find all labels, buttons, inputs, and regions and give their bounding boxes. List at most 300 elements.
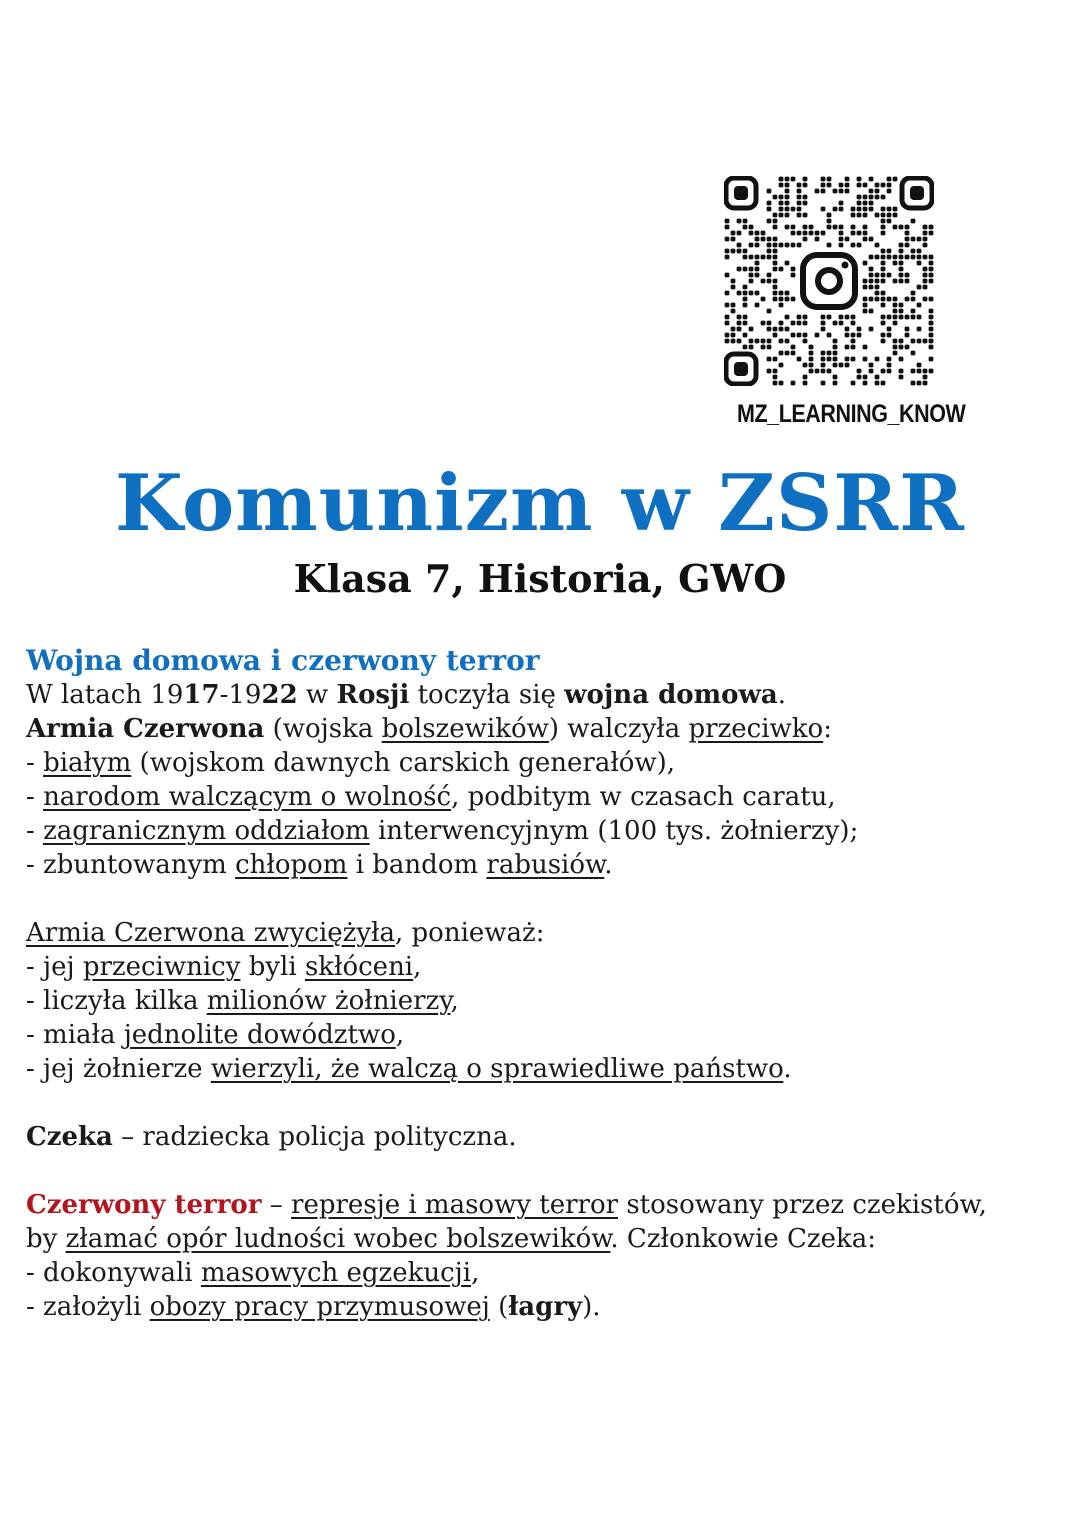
qr-module: [803, 339, 808, 344]
qr-module: [791, 207, 796, 212]
qr-module: [839, 183, 844, 188]
qr-module: [869, 279, 874, 284]
qr-module: [875, 285, 880, 290]
qr-module: [749, 327, 754, 332]
qr-module: [845, 177, 850, 182]
qr-module: [809, 351, 814, 356]
qr-module: [773, 381, 778, 386]
qr-module: [863, 345, 868, 350]
qr-module: [851, 345, 856, 350]
qr-module: [881, 183, 886, 188]
qr-module: [905, 297, 910, 302]
qr-finder-bottom-left: [726, 354, 756, 384]
qr-module: [791, 333, 796, 338]
qr-module: [917, 237, 922, 242]
qr-module: [881, 297, 886, 302]
spacer: [26, 882, 1066, 916]
qr-module: [863, 285, 868, 290]
qr-module: [779, 327, 784, 332]
qr-module: [911, 297, 916, 302]
qr-module: [839, 225, 844, 230]
qr-module: [797, 213, 802, 218]
qr-module: [833, 375, 838, 380]
list-item: - zagranicznym oddziałom interwencyjnym (100 tys. żołnierzy);: [26, 816, 859, 846]
qr-module: [773, 297, 778, 302]
qr-module: [785, 201, 790, 206]
page-title: Komunizm w ZSRR: [115, 458, 965, 549]
qr-module: [773, 261, 778, 266]
qr-module: [785, 189, 790, 194]
list-item: - miała jednolite dowództwo,: [26, 1020, 405, 1050]
qr-module: [821, 315, 826, 320]
qr-module: [773, 219, 778, 224]
qr-module: [737, 219, 742, 224]
qr-module: [905, 273, 910, 278]
qr-module: [821, 207, 826, 212]
qr-module: [917, 249, 922, 254]
qr-module: [731, 237, 736, 242]
qr-module: [827, 369, 832, 374]
qr-module: [881, 213, 886, 218]
qr-module: [899, 339, 904, 344]
qr-module: [791, 381, 796, 386]
qr-module: [809, 225, 814, 230]
qr-module: [791, 345, 796, 350]
qr-module: [725, 255, 730, 260]
qr-module: [821, 357, 826, 362]
qr-module: [749, 279, 754, 284]
qr-module: [851, 339, 856, 344]
qr-module: [875, 357, 880, 362]
qr-module: [923, 255, 928, 260]
qr-module: [767, 345, 772, 350]
qr-module: [767, 207, 772, 212]
list-item: - liczyła kilka milionów żołnierzy,: [26, 986, 459, 1016]
qr-module: [905, 315, 910, 320]
qr-module: [875, 189, 880, 194]
qr-module: [779, 297, 784, 302]
qr-module: [863, 303, 868, 308]
qr-module: [743, 291, 748, 296]
qr-module: [833, 363, 838, 368]
qr-module: [911, 219, 916, 224]
qr-module: [881, 333, 886, 338]
qr-module: [785, 243, 790, 248]
qr-module: [881, 321, 886, 326]
qr-module: [911, 339, 916, 344]
qr-module: [779, 291, 784, 296]
qr-module: [917, 261, 922, 266]
qr-module: [863, 357, 868, 362]
qr-module: [845, 357, 850, 362]
qr-module: [743, 225, 748, 230]
qr-module: [857, 333, 862, 338]
qr-module: [779, 363, 784, 368]
qr-module: [767, 279, 772, 284]
qr-module: [893, 279, 898, 284]
qr-module: [869, 195, 874, 200]
qr-module: [821, 381, 826, 386]
qr-module: [875, 255, 880, 260]
qr-module: [917, 369, 922, 374]
qr-module: [875, 381, 880, 386]
qr-module: [857, 375, 862, 380]
qr-module: [773, 279, 778, 284]
qr-module: [845, 333, 850, 338]
qr-module: [743, 267, 748, 272]
qr-module: [863, 201, 868, 206]
qr-module: [791, 297, 796, 302]
qr-module: [827, 183, 832, 188]
qr-module: [851, 231, 856, 236]
qr-module: [761, 345, 766, 350]
qr-module: [791, 267, 796, 272]
qr-module: [929, 279, 934, 284]
qr-module: [791, 321, 796, 326]
text-line: by złamać opór ludności wobec bolszewików. Członkowie Czeka:: [26, 1224, 876, 1254]
qr-module: [827, 333, 832, 338]
qr-module: [797, 195, 802, 200]
qr-module: [911, 255, 916, 260]
qr-module: [761, 321, 766, 326]
qr-module: [875, 375, 880, 380]
qr-module: [893, 297, 898, 302]
qr-module: [779, 213, 784, 218]
qr-module: [857, 231, 862, 236]
qr-module: [845, 237, 850, 242]
qr-module: [899, 273, 904, 278]
qr-module: [785, 183, 790, 188]
qr-module: [797, 321, 802, 326]
qr-module: [905, 225, 910, 230]
qr-module: [923, 339, 928, 344]
qr-module: [773, 225, 778, 230]
qr-module: [923, 375, 928, 380]
qr-module: [869, 369, 874, 374]
qr-module: [917, 255, 922, 260]
qr-module: [791, 177, 796, 182]
qr-module: [821, 351, 826, 356]
qr-module: [803, 375, 808, 380]
qr-module: [893, 207, 898, 212]
qr-module: [779, 339, 784, 344]
qr-module: [893, 303, 898, 308]
qr-module: [737, 315, 742, 320]
qr-module: [779, 381, 784, 386]
qr-module: [779, 243, 784, 248]
list-item: - założyli obozy pracy przymusowej (łagry).: [26, 1292, 601, 1322]
qr-module: [857, 213, 862, 218]
qr-module: [905, 345, 910, 350]
qr-module: [803, 213, 808, 218]
qr-module: [773, 237, 778, 242]
qr-module: [869, 327, 874, 332]
definition-line: Czeka – radziecka policja polityczna.: [26, 1122, 517, 1152]
qr-module: [857, 243, 862, 248]
qr-module: [899, 345, 904, 350]
qr-module: [887, 213, 892, 218]
qr-module: [827, 351, 832, 356]
text-line: Armia Czerwona (wojska bolszewików) walczyła przeciwko:: [26, 714, 832, 744]
qr-module: [833, 189, 838, 194]
qr-module: [869, 297, 874, 302]
qr-module: [893, 225, 898, 230]
qr-module: [863, 237, 868, 242]
qr-module: [869, 177, 874, 182]
qr-module: [839, 243, 844, 248]
qr-module: [923, 297, 928, 302]
qr-module: [797, 243, 802, 248]
qr-module: [779, 183, 784, 188]
qr-module: [725, 219, 730, 224]
qr-module: [767, 357, 772, 362]
qr-module: [869, 207, 874, 212]
qr-module: [917, 381, 922, 386]
qr-module: [845, 363, 850, 368]
qr-module: [899, 369, 904, 374]
qr-module: [755, 291, 760, 296]
qr-module: [887, 273, 892, 278]
qr-module: [749, 339, 754, 344]
qr-module: [731, 309, 736, 314]
qr-module: [749, 255, 754, 260]
qr-module: [803, 381, 808, 386]
qr-module: [923, 279, 928, 284]
qr-module: [905, 279, 910, 284]
qr-module: [899, 315, 904, 320]
qr-module: [725, 291, 730, 296]
qr-module: [887, 297, 892, 302]
list-item: - dokonywali masowych egzekucji,: [26, 1258, 480, 1288]
qr-module: [821, 177, 826, 182]
qr-module: [857, 201, 862, 206]
qr-module: [767, 189, 772, 194]
qr-module: [773, 333, 778, 338]
qr-module: [929, 231, 934, 236]
qr-module: [881, 279, 886, 284]
qr-module: [749, 273, 754, 278]
instagram-qr-block: [722, 176, 966, 429]
qr-module: [869, 309, 874, 314]
qr-module: [779, 201, 784, 206]
qr-module: [827, 177, 832, 182]
qr-module: [827, 225, 832, 230]
qr-module: [761, 255, 766, 260]
qr-module: [881, 273, 886, 278]
qr-module: [749, 225, 754, 230]
qr-module: [797, 315, 802, 320]
qr-module: [893, 345, 898, 350]
qr-module: [839, 231, 844, 236]
qr-module: [827, 315, 832, 320]
qr-module: [857, 327, 862, 332]
qr-module: [881, 219, 886, 224]
qr-module: [797, 357, 802, 362]
qr-module: [905, 333, 910, 338]
qr-module: [749, 243, 754, 248]
qr-module: [767, 273, 772, 278]
qr-module: [821, 231, 826, 236]
qr-module: [887, 189, 892, 194]
qr-module: [845, 345, 850, 350]
qr-module: [803, 201, 808, 206]
list-item: - jej przeciwnicy byli skłóceni,: [26, 952, 422, 982]
qr-module: [863, 183, 868, 188]
qr-module: [899, 255, 904, 260]
qr-module: [767, 201, 772, 206]
qr-module: [929, 255, 934, 260]
qr-module: [767, 255, 772, 260]
qr-module: [881, 339, 886, 344]
qr-module: [899, 303, 904, 308]
qr-module: [887, 333, 892, 338]
qr-module: [785, 177, 790, 182]
qr-module: [743, 255, 748, 260]
qr-module: [815, 333, 820, 338]
qr-module: [749, 231, 754, 236]
qr-module: [815, 231, 820, 236]
qr-module: [887, 315, 892, 320]
qr-module: [923, 243, 928, 248]
qr-module: [929, 261, 934, 266]
qr-module: [809, 363, 814, 368]
qr-module: [917, 327, 922, 332]
qr-module: [851, 321, 856, 326]
qr-module: [911, 249, 916, 254]
qr-module: [893, 351, 898, 356]
qr-module: [821, 321, 826, 326]
qr-module: [725, 303, 730, 308]
qr-module: [899, 279, 904, 284]
qr-module: [911, 237, 916, 242]
qr-module: [779, 351, 784, 356]
text-line: Armia Czerwona zwyciężyła, ponieważ:: [26, 918, 545, 948]
qr-module: [803, 177, 808, 182]
qr-module: [881, 249, 886, 254]
list-item: - jej żołnierze wierzyli, że walczą o sprawiedliwe państwo.: [26, 1054, 792, 1084]
qr-module: [863, 261, 868, 266]
qr-module: [917, 285, 922, 290]
qr-module: [845, 315, 850, 320]
qr-module: [833, 225, 838, 230]
qr-module: [785, 195, 790, 200]
qr-module: [923, 267, 928, 272]
qr-module: [857, 207, 862, 212]
spacer: [26, 1154, 1066, 1188]
qr-module: [929, 225, 934, 230]
qr-module: [761, 237, 766, 242]
qr-module: [881, 231, 886, 236]
list-item: - białym (wojskom dawnych carskich generałów),: [26, 748, 676, 778]
qr-module: [797, 201, 802, 206]
qr-module: [863, 375, 868, 380]
qr-module: [761, 279, 766, 284]
qr-module: [731, 231, 736, 236]
qr-module: [923, 231, 928, 236]
qr-module: [881, 267, 886, 272]
qr-module: [863, 309, 868, 314]
qr-module: [803, 225, 808, 230]
qr-module: [863, 381, 868, 386]
qr-module: [911, 369, 916, 374]
qr-module: [773, 357, 778, 362]
instagram-handle: MZ_LEARNING_KNOW: [736, 400, 966, 428]
qr-module: [773, 213, 778, 218]
qr-module: [887, 327, 892, 332]
qr-module: [827, 219, 832, 224]
qr-module: [725, 237, 730, 242]
qr-module: [791, 243, 796, 248]
qr-module: [815, 369, 820, 374]
qr-module: [731, 303, 736, 308]
qr-module: [743, 285, 748, 290]
qr-module: [869, 363, 874, 368]
qr-module: [839, 363, 844, 368]
text-line: Czerwony terror – represje i masowy terror stosowany przez czekistów,: [26, 1190, 987, 1220]
qr-module: [803, 321, 808, 326]
qr-module: [887, 183, 892, 188]
qr-module: [899, 267, 904, 272]
qr-module: [773, 249, 778, 254]
qr-module: [773, 291, 778, 296]
instagram-qr-icon[interactable]: [724, 176, 934, 386]
qr-module: [887, 255, 892, 260]
qr-module: [899, 309, 904, 314]
qr-module: [785, 297, 790, 302]
qr-module: [797, 183, 802, 188]
qr-module: [761, 339, 766, 344]
qr-module: [857, 369, 862, 374]
qr-module: [737, 327, 742, 332]
qr-module: [851, 357, 856, 362]
qr-module: [929, 345, 934, 350]
qr-module: [785, 351, 790, 356]
qr-module: [803, 315, 808, 320]
qr-module: [899, 375, 904, 380]
qr-module: [893, 315, 898, 320]
qr-module: [887, 369, 892, 374]
notes-content: [26, 644, 1066, 1324]
qr-module: [863, 231, 868, 236]
qr-module: [881, 315, 886, 320]
qr-module: [917, 315, 922, 320]
qr-module: [881, 381, 886, 386]
qr-module: [881, 207, 886, 212]
qr-module: [887, 363, 892, 368]
qr-module: [815, 189, 820, 194]
qr-module: [875, 273, 880, 278]
qr-module: [839, 237, 844, 242]
qr-module: [755, 243, 760, 248]
qr-module: [815, 237, 820, 242]
qr-module: [785, 291, 790, 296]
qr-module: [725, 273, 730, 278]
qr-module: [923, 237, 928, 242]
qr-module: [929, 333, 934, 338]
qr-module: [767, 219, 772, 224]
qr-module: [773, 375, 778, 380]
qr-module: [803, 183, 808, 188]
qr-module: [737, 291, 742, 296]
qr-module: [899, 243, 904, 248]
qr-module: [725, 249, 730, 254]
page-subtitle: Klasa 7, Historia, GWO: [293, 556, 787, 601]
qr-module: [755, 237, 760, 242]
qr-module: [725, 225, 730, 230]
qr-module: [869, 189, 874, 194]
qr-module: [803, 237, 808, 242]
qr-module: [929, 321, 934, 326]
